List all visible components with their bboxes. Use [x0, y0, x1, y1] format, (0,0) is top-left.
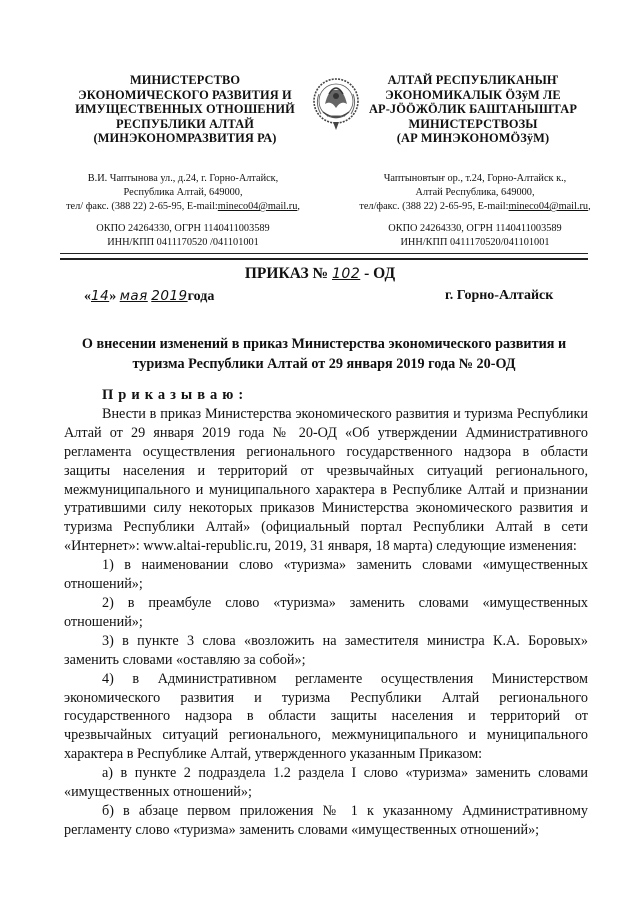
date-close-quote: »: [109, 289, 117, 304]
order-suffix: - ОД: [360, 265, 396, 282]
address-line: Чаптыновтыҥ ор., т.24, Горно-Алтайск к.,: [383, 173, 567, 184]
ministry-name-line: ЭКОНОМИКАЛЫК ÖЗÿМ ЛЕ: [385, 87, 561, 102]
ministry-name-line: (АР МИНЭКОНОМÖЗÿМ): [396, 131, 550, 145]
ministry-name-altai: [348, 73, 598, 146]
list-item: 2) в преамбуле слово «туризма» заменить словами «имущественных отношений»;: [64, 594, 588, 630]
ministry-name-russian: [60, 73, 310, 146]
address-block-altai: [340, 172, 610, 250]
order-heading: [0, 265, 640, 283]
order-date: [84, 288, 214, 305]
sub-list-item: б) в абзаце первом приложения № 1 к указанному Административному регламенту слово «туризма» заменить словами «имущественных отношений»;: [64, 802, 588, 838]
date-day: 14: [91, 288, 110, 304]
ministry-name-line: ЭКОНОМИЧЕСКОГО РАЗВИТИЯ И: [78, 87, 292, 102]
sub-list-item: а) в пункте 2 подраздела 1.2 раздела I слово «туризма» заменить словами «имущественных отношений»;: [64, 765, 588, 801]
tax-id-line: ИНН/КПП 0411170520 /041101001: [107, 237, 259, 248]
document-title-line: туризма Республики Алтай от 29 января 2019 года № 20-ОД: [132, 356, 516, 372]
date-month: мая: [119, 288, 148, 304]
header-divider: [60, 253, 588, 260]
registry-codes-line: ОКПО 24264330, ОГРН 1140411003589: [388, 223, 562, 234]
address-block-russian: [48, 172, 318, 250]
phone-fax-label: тел/ факс. (388 22) 2-65-95, E-mail:: [66, 201, 218, 212]
ministry-name-line: МИНИСТЕРСТВО: [129, 73, 241, 87]
ministry-name-line: МИНИСТЕРСТВОЗЫ: [408, 116, 538, 131]
phone-fax-label: тел/факс. (388 22) 2-65-95, E-mail:: [359, 201, 509, 212]
registry-codes-line: ОКПО 24264330, ОГРН 1140411003589: [96, 223, 270, 234]
address-line: Алтай Республика, 649000,: [415, 187, 535, 198]
document-title-line: О внесении изменений в приказ Министерства экономического развития и: [81, 336, 567, 352]
date-year: 2019: [151, 288, 188, 304]
tax-id-line: ИНН/КПП 0411170520/041101001: [400, 237, 550, 248]
contact-line: [48, 200, 318, 214]
date-open-quote: «: [84, 289, 91, 304]
order-prefix: ПРИКАЗ №: [244, 265, 333, 282]
list-item: 4) в Административном регламенте осуществления Министерством экономического развития и туризма Республики Алтай регионального государственного надзора в области защиты населения и территорий от чрезвычайных ситуаций регионального, межмуниципального и муниципального характера в Республике Алтай, утвержденного указанным Приказом:: [64, 670, 588, 763]
punctuation: ,: [297, 201, 300, 212]
document-body: [64, 386, 588, 840]
ministry-name-line: РЕСПУБЛИКИ АЛТАЙ: [116, 116, 254, 131]
ministry-name-line: АР-JÖÖЖÖЛИК БАШТАНЫШТАР: [368, 102, 577, 116]
list-item: 1) в наименовании слово «туризма» заменить словами «имущественных отношений»;: [64, 557, 588, 593]
punctuation: ,: [588, 201, 591, 212]
order-city: г. Горно-Алтайск: [445, 288, 554, 303]
order-number: 102: [332, 266, 361, 282]
email-link[interactable]: mineco04@mail.ru: [508, 201, 589, 212]
orders-word: Приказываю:: [102, 387, 249, 403]
date-year-word: года: [187, 289, 215, 304]
ministry-name-line: АЛТАЙ РЕСПУБЛИКАНЫҤ: [387, 73, 559, 87]
ministry-name-line: ИМУЩЕСТВЕННЫХ ОТНОШЕНИЙ: [75, 102, 295, 116]
document-title: [60, 334, 588, 374]
contact-line: [340, 200, 610, 214]
email-link[interactable]: mineco04@mail.ru: [217, 201, 298, 212]
list-item: 3) в пункте 3 слова «возложить на заместителя министра К.А. Боровых» заменить словами «оставляю за собой»;: [64, 632, 588, 668]
address-line: В.И. Чаптынова ул., д.24, г. Горно-Алтайск,: [87, 173, 279, 184]
ministry-name-line: (МИНЭКОНОМРАЗВИТИЯ РА): [93, 131, 277, 145]
address-line: Республика Алтай, 649000,: [123, 187, 243, 198]
intro-paragraph: Внести в приказ Министерства экономического развития и туризма Республики Алтай от 29 января 2019 года № 20-ОД «Об утверждении Административного регламента осуществления регионального государственного надзора в области защиты населения и территорий от чрезвычайных ситуаций регионального, межмуниципального и муниципального характера в Республике Алтай и признании утратившими силу некоторых приказов Министерства экономического развития и туризма Республики Алтай» (официальный портал Республики Алтай в сети «Интернет»: www.altai-republic.ru, 2019, 31 января, 18 марта) следующие изменения:: [64, 405, 588, 555]
